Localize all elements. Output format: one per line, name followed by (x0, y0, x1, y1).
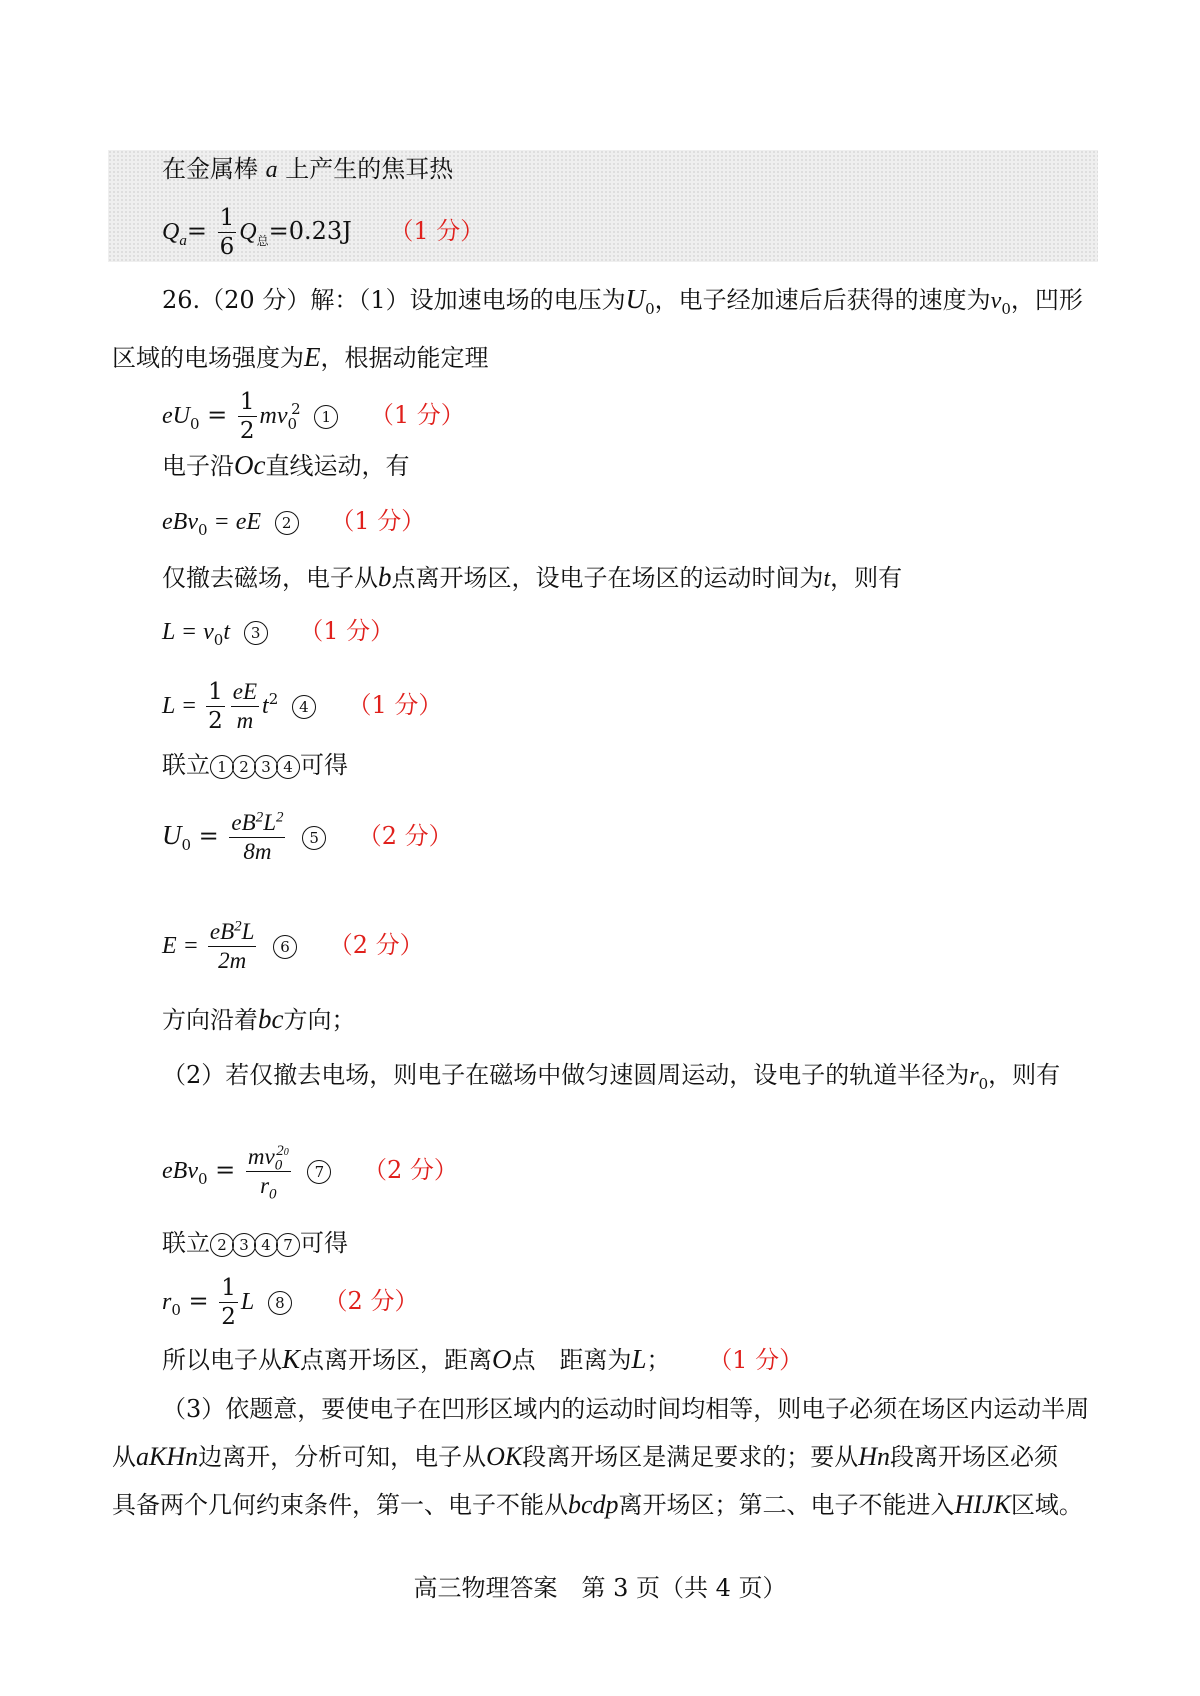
score-label: （1 分） (347, 691, 443, 719)
combine-equations-1: 联立 1 2 3 4 可得 (162, 751, 348, 779)
score-label: （2 分） (323, 1287, 419, 1315)
equation-number: 7 (276, 1233, 300, 1257)
equation-3: $L = v_0t$ 3 （1 分） (162, 617, 395, 649)
part2-text: （2）若仅撤去电场，则电子在磁场中做匀速圆周运动，设电子的轨道半径为$r_0$，则有 (162, 1061, 1061, 1093)
equation-number: 1 (314, 405, 338, 429)
score-label: （2 分） (357, 822, 453, 850)
equation-number: 6 (273, 935, 297, 959)
q26-intro-line2: 区域的电场强度为E，根据动能定理 (112, 342, 489, 372)
equation-number: 1 (210, 755, 234, 779)
equation-8: $r_0$ = $\frac{1}{2}$ L 8 （2 分） (162, 1275, 419, 1330)
part3-line1: （3）依题意，要使电子在凹形区域内的运动时间均相等，则电子必须在场区内运动半周 (162, 1395, 1090, 1423)
equation-number: 2 (210, 1233, 234, 1257)
score-label: （1 分） (330, 507, 426, 535)
direction-text: 方向沿着bc方向； (162, 1004, 356, 1034)
part3-line2: 从aKHn边离开，分析可知，电子从OK段离开场区是满足要求的；要从Hn段离开场区必须 (112, 1442, 1059, 1471)
equation-number: 2 (275, 511, 299, 535)
q26-intro-line1: 26.（20 分）解：（1）设加速电场的电压为$U_0$，电子经加速后后获得的速度为$v_0$，凹形 (162, 284, 1083, 318)
equation-number: 8 (268, 1291, 292, 1315)
oc-line-text: 电子沿Oc直线运动，有 (162, 450, 410, 480)
remove-magnetic-field-text: 仅撤去磁场，电子从b点离开场区，设电子在场区的运动时间为t，则有 (162, 562, 903, 592)
equation-number: 2 (232, 755, 256, 779)
equation-1: $eU_0$ = $\frac{1}{2}$ $mv_0^2$ 1 （1 分） (162, 389, 465, 444)
score-label: （1 分） (708, 1346, 804, 1374)
page-footer: 高三物理答案 第 3 页（共 4 页） (413, 1574, 787, 1602)
combine-equations-2: 联立 2 3 4 7 可得 (162, 1229, 348, 1257)
equation-number: 3 (244, 621, 268, 645)
equation-number: 4 (292, 695, 316, 719)
equation-number: 7 (307, 1160, 331, 1184)
part3-line3: 具备两个几何约束条件，第一、电子不能从bcdp离开场区；第二、电子不能进入HIJK区域。 (112, 1490, 1083, 1519)
score-label: （1 分） (299, 617, 395, 645)
score-label: （2 分） (363, 1156, 458, 1184)
score-label: （1 分） (369, 401, 465, 429)
equation-7: eBv$_0$ = $\frac{mv_0^{20}}{r_0}$ 7 （2 分） (162, 1143, 458, 1203)
joule-heat-text: 在金属棒 a 上产生的焦耳热 (162, 155, 454, 183)
joule-heat-equation: $Q_a=$ $\frac{1}{6}$ $Q_总=0.23J$ （1 分） (162, 205, 485, 260)
equation-number: 5 (302, 826, 326, 850)
equation-4: L = $\frac{1}{2}$ $\frac{eE}{m}$ $t^2$ 4 （1 分） (162, 679, 443, 734)
equation-number: 4 (254, 1233, 278, 1257)
equation-number: 3 (254, 755, 278, 779)
score-label: （1 分） (389, 217, 485, 245)
equation-6: E = $\frac{eB^2L}{2m}$ 6 （2 分） (162, 918, 424, 973)
equation-5: $U_0$ = $\frac{eB^2L^2}{8m}$ 5 （2 分） (162, 809, 453, 864)
equation-number: 3 (232, 1233, 256, 1257)
equation-2: eBv$_0$ = eE 2 （1 分） (162, 507, 426, 539)
fraction-one-sixth: $\frac{1}{6}$ (219, 205, 235, 260)
score-label: （2 分） (328, 931, 424, 959)
exit-point-text: 所以电子从K点离开场区，距离O点 距离为L； （1 分） (162, 1344, 804, 1374)
equation-number: 4 (276, 755, 300, 779)
